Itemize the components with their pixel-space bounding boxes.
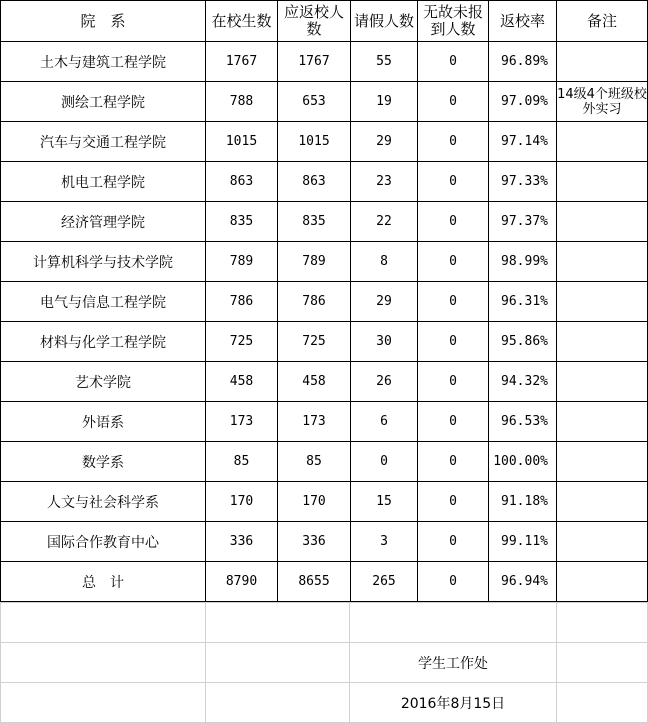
cell-expected[interactable]: 336 — [278, 522, 351, 562]
cell-rate[interactable]: 97.37% — [489, 202, 557, 242]
header-remark[interactable]: 备注 — [557, 1, 648, 42]
cell-expected[interactable]: 835 — [278, 202, 351, 242]
table-row — [1, 202, 648, 242]
table-row — [1, 442, 648, 482]
table-row — [1, 122, 648, 162]
cell-expected[interactable]: 789 — [278, 242, 351, 282]
cell-enrolled[interactable]: 1015 — [206, 122, 278, 162]
cell-dept[interactable]: 汽车与交通工程学院 — [1, 122, 206, 162]
cell-absent[interactable]: 0 — [418, 42, 489, 82]
cell[interactable] — [1, 683, 206, 723]
header-enrolled[interactable]: 在校生数 — [206, 1, 278, 42]
cell-leave[interactable]: 29 — [351, 282, 418, 322]
empty-grid — [0, 602, 648, 723]
cell-dept[interactable]: 计算机科学与技术学院 — [1, 242, 206, 282]
cell-remark[interactable] — [557, 482, 648, 522]
cell-absent[interactable]: 0 — [418, 282, 489, 322]
cell-remark[interactable] — [557, 522, 648, 562]
cell-dept[interactable]: 电气与信息工程学院 — [1, 282, 206, 322]
cell-enrolled[interactable]: 786 — [206, 282, 278, 322]
cell-rate[interactable]: 95.86% — [489, 322, 557, 362]
header-absent[interactable]: 无故未报到人数 — [418, 1, 489, 42]
table-row — [1, 522, 648, 562]
cell-remark[interactable] — [557, 42, 648, 82]
cell-remark[interactable] — [557, 162, 648, 202]
cell-dept[interactable]: 国际合作教育中心 — [1, 522, 206, 562]
cell[interactable] — [557, 683, 648, 723]
cell-leave[interactable]: 30 — [351, 322, 418, 362]
cell-enrolled[interactable]: 725 — [206, 322, 278, 362]
cell-leave[interactable]: 8 — [351, 242, 418, 282]
cell-expected[interactable]: 8655 — [278, 562, 351, 602]
cell-rate[interactable]: 99.11% — [489, 522, 557, 562]
cell-leave[interactable]: 26 — [351, 362, 418, 402]
cell-dept[interactable]: 艺术学院 — [1, 362, 206, 402]
cell-enrolled[interactable]: 170 — [206, 482, 278, 522]
cell-dept[interactable]: 总 计 — [1, 562, 206, 602]
cell-expected[interactable]: 1767 — [278, 42, 351, 82]
cell-remark[interactable] — [557, 322, 648, 362]
cell-dept[interactable]: 土木与建筑工程学院 — [1, 42, 206, 82]
cell-rate[interactable]: 97.09% — [489, 82, 557, 122]
cell-leave[interactable]: 22 — [351, 202, 418, 242]
cell-dept[interactable]: 机电工程学院 — [1, 162, 206, 202]
header-row — [1, 1, 648, 42]
cell-rate[interactable]: 91.18% — [489, 482, 557, 522]
cell-absent[interactable]: 0 — [418, 482, 489, 522]
cell-expected[interactable]: 653 — [278, 82, 351, 122]
cell-remark[interactable] — [557, 122, 648, 162]
footer-date[interactable]: 2016年8月15日 — [350, 683, 557, 723]
cell-remark[interactable] — [557, 202, 648, 242]
cell-rate[interactable]: 97.14% — [489, 122, 557, 162]
cell-enrolled[interactable]: 173 — [206, 402, 278, 442]
total-row — [1, 562, 648, 602]
cell-dept[interactable]: 人文与社会科学系 — [1, 482, 206, 522]
cell-expected[interactable]: 863 — [278, 162, 351, 202]
cell-remark[interactable]: 14级4个班级校外实习 — [557, 82, 648, 122]
cell[interactable] — [1, 603, 206, 643]
cell-dept[interactable]: 外语系 — [1, 402, 206, 442]
cell-absent[interactable]: 0 — [418, 242, 489, 282]
cell-remark[interactable] — [557, 442, 648, 482]
cell-leave[interactable]: 19 — [351, 82, 418, 122]
cell-absent[interactable]: 0 — [418, 122, 489, 162]
cell-enrolled[interactable]: 789 — [206, 242, 278, 282]
cell-rate[interactable]: 100.00% — [489, 442, 557, 482]
cell-enrolled[interactable]: 8790 — [206, 562, 278, 602]
cell-enrolled[interactable]: 458 — [206, 362, 278, 402]
cell-dept[interactable]: 经济管理学院 — [1, 202, 206, 242]
cell[interactable] — [206, 603, 350, 643]
cell-enrolled[interactable]: 788 — [206, 82, 278, 122]
cell-leave[interactable]: 15 — [351, 482, 418, 522]
cell-enrolled[interactable]: 1767 — [206, 42, 278, 82]
cell-expected[interactable]: 85 — [278, 442, 351, 482]
cell-absent[interactable]: 0 — [418, 162, 489, 202]
cell-expected[interactable]: 173 — [278, 402, 351, 442]
footer-office[interactable]: 学生工作处 — [350, 643, 557, 683]
cell-absent[interactable]: 0 — [418, 522, 489, 562]
cell-expected[interactable]: 170 — [278, 482, 351, 522]
cell-absent[interactable]: 0 — [418, 82, 489, 122]
cell-rate[interactable]: 98.99% — [489, 242, 557, 282]
cell-leave[interactable]: 3 — [351, 522, 418, 562]
cell-expected[interactable]: 1015 — [278, 122, 351, 162]
header-leave[interactable]: 请假人数 — [351, 1, 418, 42]
cell[interactable] — [206, 643, 350, 683]
cell-rate[interactable]: 96.89% — [489, 42, 557, 82]
table-row — [1, 282, 648, 322]
cell-leave[interactable]: 55 — [351, 42, 418, 82]
table-row — [1, 82, 648, 122]
table-row — [1, 162, 648, 202]
cell-rate[interactable]: 96.94% — [489, 562, 557, 602]
cell[interactable] — [1, 643, 206, 683]
cell-dept[interactable]: 材料与化学工程学院 — [1, 322, 206, 362]
cell-dept[interactable]: 数学系 — [1, 442, 206, 482]
cell[interactable] — [350, 603, 557, 643]
cell-leave[interactable]: 6 — [351, 402, 418, 442]
cell-remark[interactable] — [557, 242, 648, 282]
cell-remark[interactable] — [557, 562, 648, 602]
cell-absent[interactable]: 0 — [418, 442, 489, 482]
table-row — [1, 322, 648, 362]
cell-leave[interactable]: 29 — [351, 122, 418, 162]
cell-leave[interactable]: 0 — [351, 442, 418, 482]
cell-absent[interactable]: 0 — [418, 402, 489, 442]
cell[interactable] — [557, 603, 648, 643]
cell-rate[interactable]: 96.53% — [489, 402, 557, 442]
cell[interactable] — [557, 643, 648, 683]
cell-dept[interactable]: 测绘工程学院 — [1, 82, 206, 122]
header-dept[interactable]: 院 系 — [1, 1, 206, 42]
cell-expected[interactable]: 786 — [278, 282, 351, 322]
cell-enrolled[interactable]: 336 — [206, 522, 278, 562]
cell-enrolled[interactable]: 863 — [206, 162, 278, 202]
cell-absent[interactable]: 0 — [418, 362, 489, 402]
cell-remark[interactable] — [557, 402, 648, 442]
cell-remark[interactable] — [557, 282, 648, 322]
cell[interactable] — [206, 683, 350, 723]
cell-rate[interactable]: 94.32% — [489, 362, 557, 402]
table-row — [1, 242, 648, 282]
cell-enrolled[interactable]: 835 — [206, 202, 278, 242]
table-row — [1, 402, 648, 442]
cell-absent[interactable]: 0 — [418, 202, 489, 242]
table-row — [1, 482, 648, 522]
cell-absent[interactable]: 0 — [418, 322, 489, 362]
header-expected[interactable]: 应返校人数 — [278, 1, 351, 42]
cell-expected[interactable]: 725 — [278, 322, 351, 362]
header-rate[interactable]: 返校率 — [489, 1, 557, 42]
cell-leave[interactable]: 23 — [351, 162, 418, 202]
table-row — [1, 42, 648, 82]
table-row — [1, 362, 648, 402]
cell-expected[interactable]: 458 — [278, 362, 351, 402]
cell-enrolled[interactable]: 85 — [206, 442, 278, 482]
cell-leave[interactable]: 265 — [351, 562, 418, 602]
cell-rate[interactable]: 96.31% — [489, 282, 557, 322]
cell-absent[interactable]: 0 — [418, 562, 489, 602]
cell-remark[interactable] — [557, 362, 648, 402]
cell-rate[interactable]: 97.33% — [489, 162, 557, 202]
